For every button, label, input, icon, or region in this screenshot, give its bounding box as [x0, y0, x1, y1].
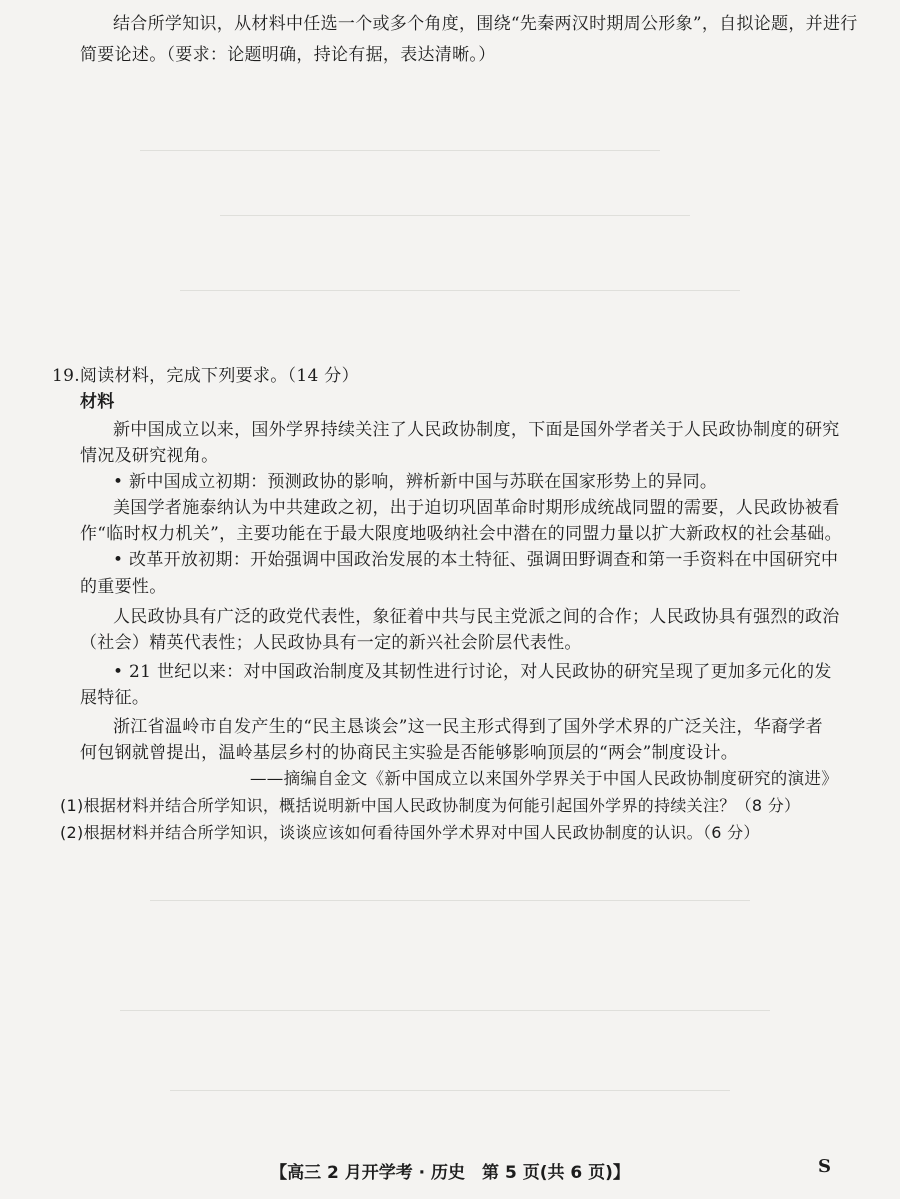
- material-bullet: 的重要性。: [80, 577, 167, 597]
- footer-mark: S: [818, 1156, 831, 1177]
- material-paragraph: 新中国成立以来，国外学界持续关注了人民政协制度，下面是国外学者关于人民政协制度的研究: [113, 420, 840, 440]
- material-paragraph: 何包钢就曾提出，温岭基层乡村的协商民主实验是否能够影响顶层的“两会”制度设计。: [80, 743, 739, 763]
- material-bullet: • 新中国成立初期：预测政协的影响，辨析新中国与苏联在国家形势上的异同。: [113, 472, 718, 492]
- scan-artifact: [120, 1010, 770, 1011]
- material-bullet: • 改革开放初期：开始强调中国政治发展的本土特征、强调田野调查和第一手资料在中国研究中: [113, 550, 839, 570]
- page-footer: 【高三 2 月开学考 · 历史 第 5 页(共 6 页)】: [270, 1163, 630, 1183]
- scan-artifact: [150, 900, 750, 901]
- sub-question-2: (2)根据材料并结合所学知识，谈谈应该如何看待国外学术界对中国人民政协制度的认识。（6 分）: [60, 823, 760, 842]
- material-paragraph: 浙江省温岭市自发产生的“民主恳谈会”这一民主形式得到了国外学术界的广泛关注，华裔学者: [113, 717, 823, 737]
- scan-artifact: [180, 290, 740, 291]
- intro-text-line: 简要论述。（要求：论题明确，持论有据，表达清晰。）: [80, 45, 496, 65]
- intro-text-line: 结合所学知识，从材料中任选一个或多个角度，围绕“先秦两汉时期周公形象”，自拟论题，并进行: [113, 14, 858, 34]
- scan-artifact: [170, 1090, 730, 1091]
- material-label: 材料: [80, 392, 115, 412]
- material-bullet: • 21 世纪以来：对中国政治制度及其韧性进行讨论，对人民政协的研究呈现了更加多元化的发: [113, 662, 832, 682]
- material-paragraph: 作“临时权力机关”，主要功能在于最大限度地吸纳社会中潜在的同盟力量以扩大新政权的社会基础。: [80, 524, 842, 544]
- material-paragraph: （社会）精英代表性；人民政协具有一定的新兴社会阶层代表性。: [80, 633, 582, 653]
- sub-question-1: (1)根据材料并结合所学知识，概括说明新中国人民政协制度为何能引起国外学界的持续关注？（8 分）: [60, 796, 801, 815]
- question-title: 19.阅读材料，完成下列要求。（14 分）: [52, 366, 359, 386]
- material-bullet: 展特征。: [80, 688, 150, 708]
- scan-artifact: [220, 215, 690, 216]
- material-paragraph: 人民政协具有广泛的政党代表性，象征着中共与民主党派之间的合作；人民政协具有强烈的政治: [113, 607, 840, 627]
- material-source: ——摘编自金文《新中国成立以来国外学界关于中国人民政协制度研究的演进》: [250, 769, 838, 788]
- material-paragraph: 情况及研究视角。: [80, 446, 219, 466]
- scan-artifact: [140, 150, 660, 151]
- material-paragraph: 美国学者施泰纳认为中共建政之初，出于迫切巩固革命时期形成统战同盟的需要，人民政协被看: [113, 498, 840, 518]
